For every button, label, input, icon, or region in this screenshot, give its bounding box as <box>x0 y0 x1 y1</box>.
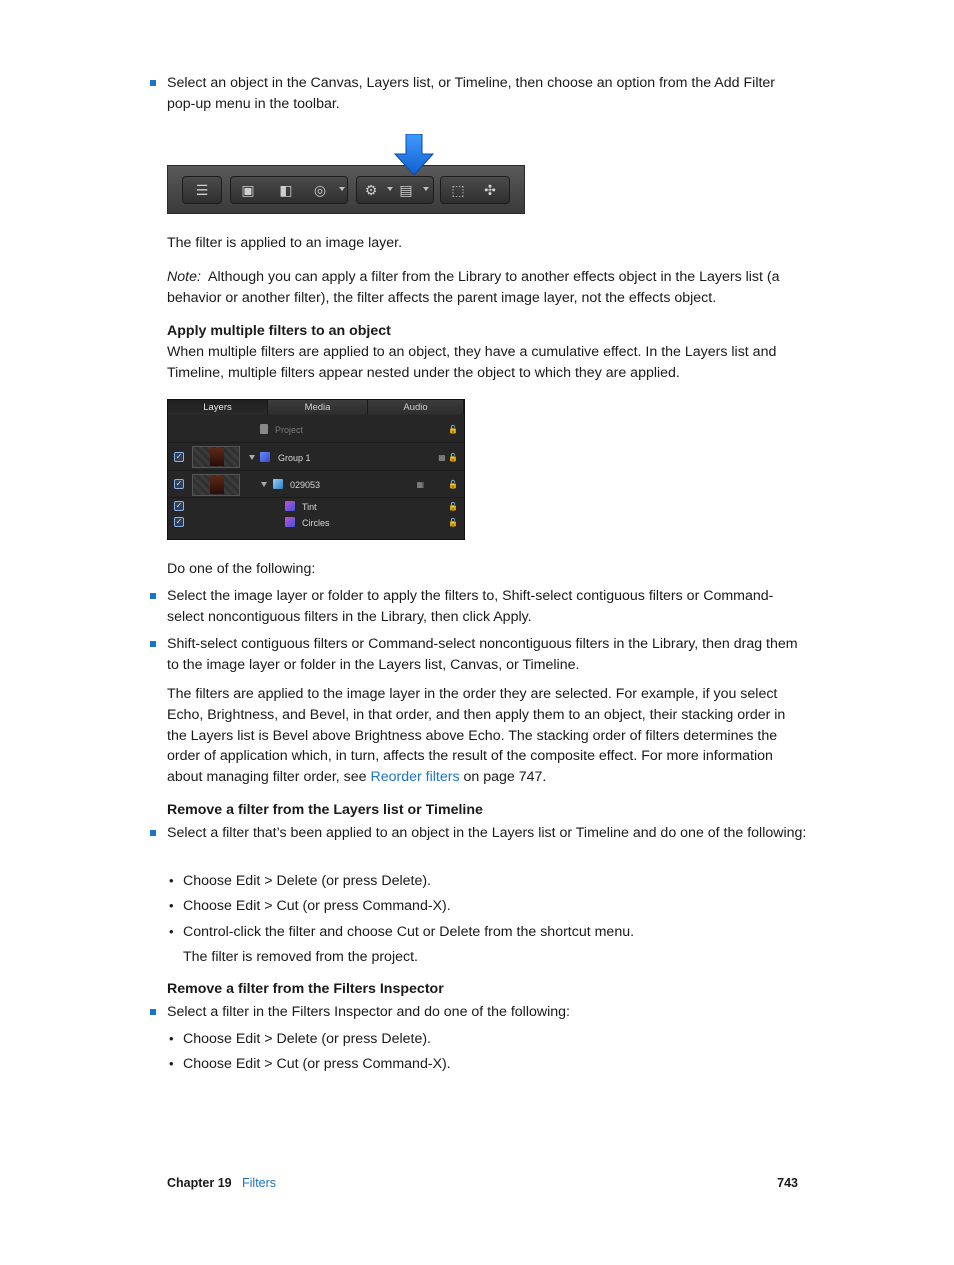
remove-layers-item-1: Choose Edit > Delete (or press Delete). <box>183 873 432 889</box>
applied-text: The filter is applied to an image layer. <box>167 235 403 251</box>
bullet-marker <box>150 593 156 599</box>
order-text: The filters are applied to the image layer in the order they are selected. For example, if you select Echo, Brightness, and Bevel, in that order, and then apply them to an object, their stacking order in the Layers list is Bevel above Brightness above Echo. The stacking order of filters determines the order of application which, in turn, affects the result of the composite effect. For more information about managing filter order, see <box>167 686 786 786</box>
layer-row-group <box>168 443 464 471</box>
gear-icon: ⚙ <box>364 182 378 198</box>
toolbar-screenshot <box>167 165 525 214</box>
footer-page-number: 743 <box>777 1176 798 1190</box>
bullet-marker <box>150 641 156 647</box>
footer-chapter: Chapter 19 <box>167 1176 232 1190</box>
layer-name: 029053 <box>290 480 321 490</box>
note-paragraph <box>167 267 807 309</box>
chevron-down-icon <box>387 187 393 191</box>
object-tools-group <box>230 176 348 204</box>
bullet-dot: • <box>169 924 174 939</box>
filter-stack-icon: ▦ <box>416 480 424 489</box>
note-text: Although you can apply a filter from the Library to another effects object in the Layers list (a behavior or another filter), the filter affects the parent image layer, not the effects object. <box>167 269 780 306</box>
tab-audio: Audio <box>368 400 464 415</box>
disclosure-triangle-icon <box>261 482 267 487</box>
chevron-down-icon <box>339 187 345 191</box>
inspector-toggle-button <box>182 176 222 204</box>
remove-layers-result: The filter is removed from the project. <box>183 949 418 965</box>
layer-row-project <box>168 416 464 443</box>
layer-row-image <box>168 471 464 498</box>
remove-layers-item-3: Control-click the filter and choose Cut or Delete from the shortcut menu. <box>183 924 635 940</box>
project-icon <box>260 424 268 434</box>
apply-multiple-body: When multiple filters are applied to an object, they have a cumulative effect. In the Layers list and Timeline, multiple filters appear nested under the object to which they are applied. <box>167 344 777 381</box>
layer-row-filter-circles <box>168 514 464 530</box>
multiple-bullet-2: Shift-select contiguous filters or Command-select noncontiguous filters in the Library, then drag them to the image layer or folder in the Layers list, Canvas, or Timeline. <box>167 636 798 673</box>
tab-media: Media <box>268 400 368 415</box>
heading-remove-layers: Remove a filter from the Layers list or Timeline <box>167 802 483 818</box>
checkbox-icon: ✓ <box>175 452 183 461</box>
layer-name: Tint <box>302 502 317 512</box>
checkbox-icon: ✓ <box>175 501 183 510</box>
disclosure-triangle-icon <box>249 455 255 460</box>
remove-layers-item-2: Choose Edit > Cut (or press Command-X). <box>183 898 451 914</box>
remove-inspector-item-2: Choose Edit > Cut (or press Command-X). <box>183 1056 451 1072</box>
note-label: Note: <box>167 269 201 285</box>
layers-panel-screenshot <box>167 399 465 540</box>
bullet-dot: • <box>169 1031 174 1046</box>
tab-layers: Layers <box>168 400 268 415</box>
arrow-down-icon <box>393 134 435 176</box>
order-suffix: on page 747. <box>459 769 547 786</box>
bullet-marker <box>150 830 156 836</box>
sliders-icon: ☰ <box>195 182 209 198</box>
checkbox-icon: ✓ <box>175 517 183 526</box>
hud-icon: ✣ <box>484 182 496 198</box>
checkbox-icon: ✓ <box>175 479 183 488</box>
lock-icon: 🔓 <box>448 425 458 434</box>
layer-name: Group 1 <box>278 453 311 463</box>
group-icon <box>260 452 270 462</box>
footer-section-link[interactable]: Filters <box>242 1176 277 1190</box>
layer-thumbnail <box>192 474 240 496</box>
light-icon: ◧ <box>279 182 293 198</box>
generator-icon: ◎ <box>313 182 327 198</box>
camera-icon: ▣ <box>241 182 255 198</box>
filter-icon <box>285 517 295 527</box>
multiple-bullet-1: Select the image layer or folder to apply the filters to, Shift-select contiguous filters or Command-select noncontiguous filters in the Library, then click Apply. <box>167 588 774 625</box>
heading-apply-multiple: Apply multiple filters to an object <box>167 323 391 339</box>
bullet-marker <box>150 80 156 86</box>
remove-inspector-item-1: Choose Edit > Delete (or press Delete). <box>183 1031 432 1047</box>
bullet-marker <box>150 1009 156 1015</box>
layer-thumbnail <box>192 446 240 468</box>
do-one-text: Do one of the following: <box>167 561 316 577</box>
reorder-filters-link[interactable]: Reorder filters <box>370 769 460 786</box>
image-icon <box>273 479 283 489</box>
heading-remove-inspector: Remove a filter from the Filters Inspector <box>167 981 444 997</box>
remove-inspector-bullet: Select a filter in the Filters Inspector and do one of the following: <box>167 1004 570 1020</box>
bullet-dot: • <box>169 873 174 888</box>
layer-row-filter-tint <box>168 498 464 514</box>
filter-icon <box>285 501 295 511</box>
lock-icon: 🔓 <box>448 480 458 489</box>
add-filter-icon: ▤ <box>399 182 413 198</box>
add-behavior-filter-group <box>356 176 434 204</box>
export-icon: ⬚ <box>451 182 465 198</box>
remove-layers-bullet: Select a filter that’s been applied to an object in the Layers list or Timeline and do one of the following: <box>167 825 807 841</box>
export-group <box>440 176 510 204</box>
lock-icon: 🔓 <box>448 502 458 511</box>
chevron-down-icon <box>423 187 429 191</box>
bullet-dot: • <box>169 1056 174 1071</box>
intro-bullet-text: Select an object in the Canvas, Layers list, or Timeline, then choose an option from the Add Filter pop-up menu in the toolbar. <box>167 75 776 112</box>
lock-icon: 🔓 <box>448 518 458 527</box>
order-paragraph <box>167 684 802 788</box>
layer-name: Project <box>275 425 304 435</box>
lock-icon: ▦ 🔓 <box>438 453 458 462</box>
layer-name: Circles <box>302 518 330 528</box>
bullet-dot: • <box>169 898 174 913</box>
